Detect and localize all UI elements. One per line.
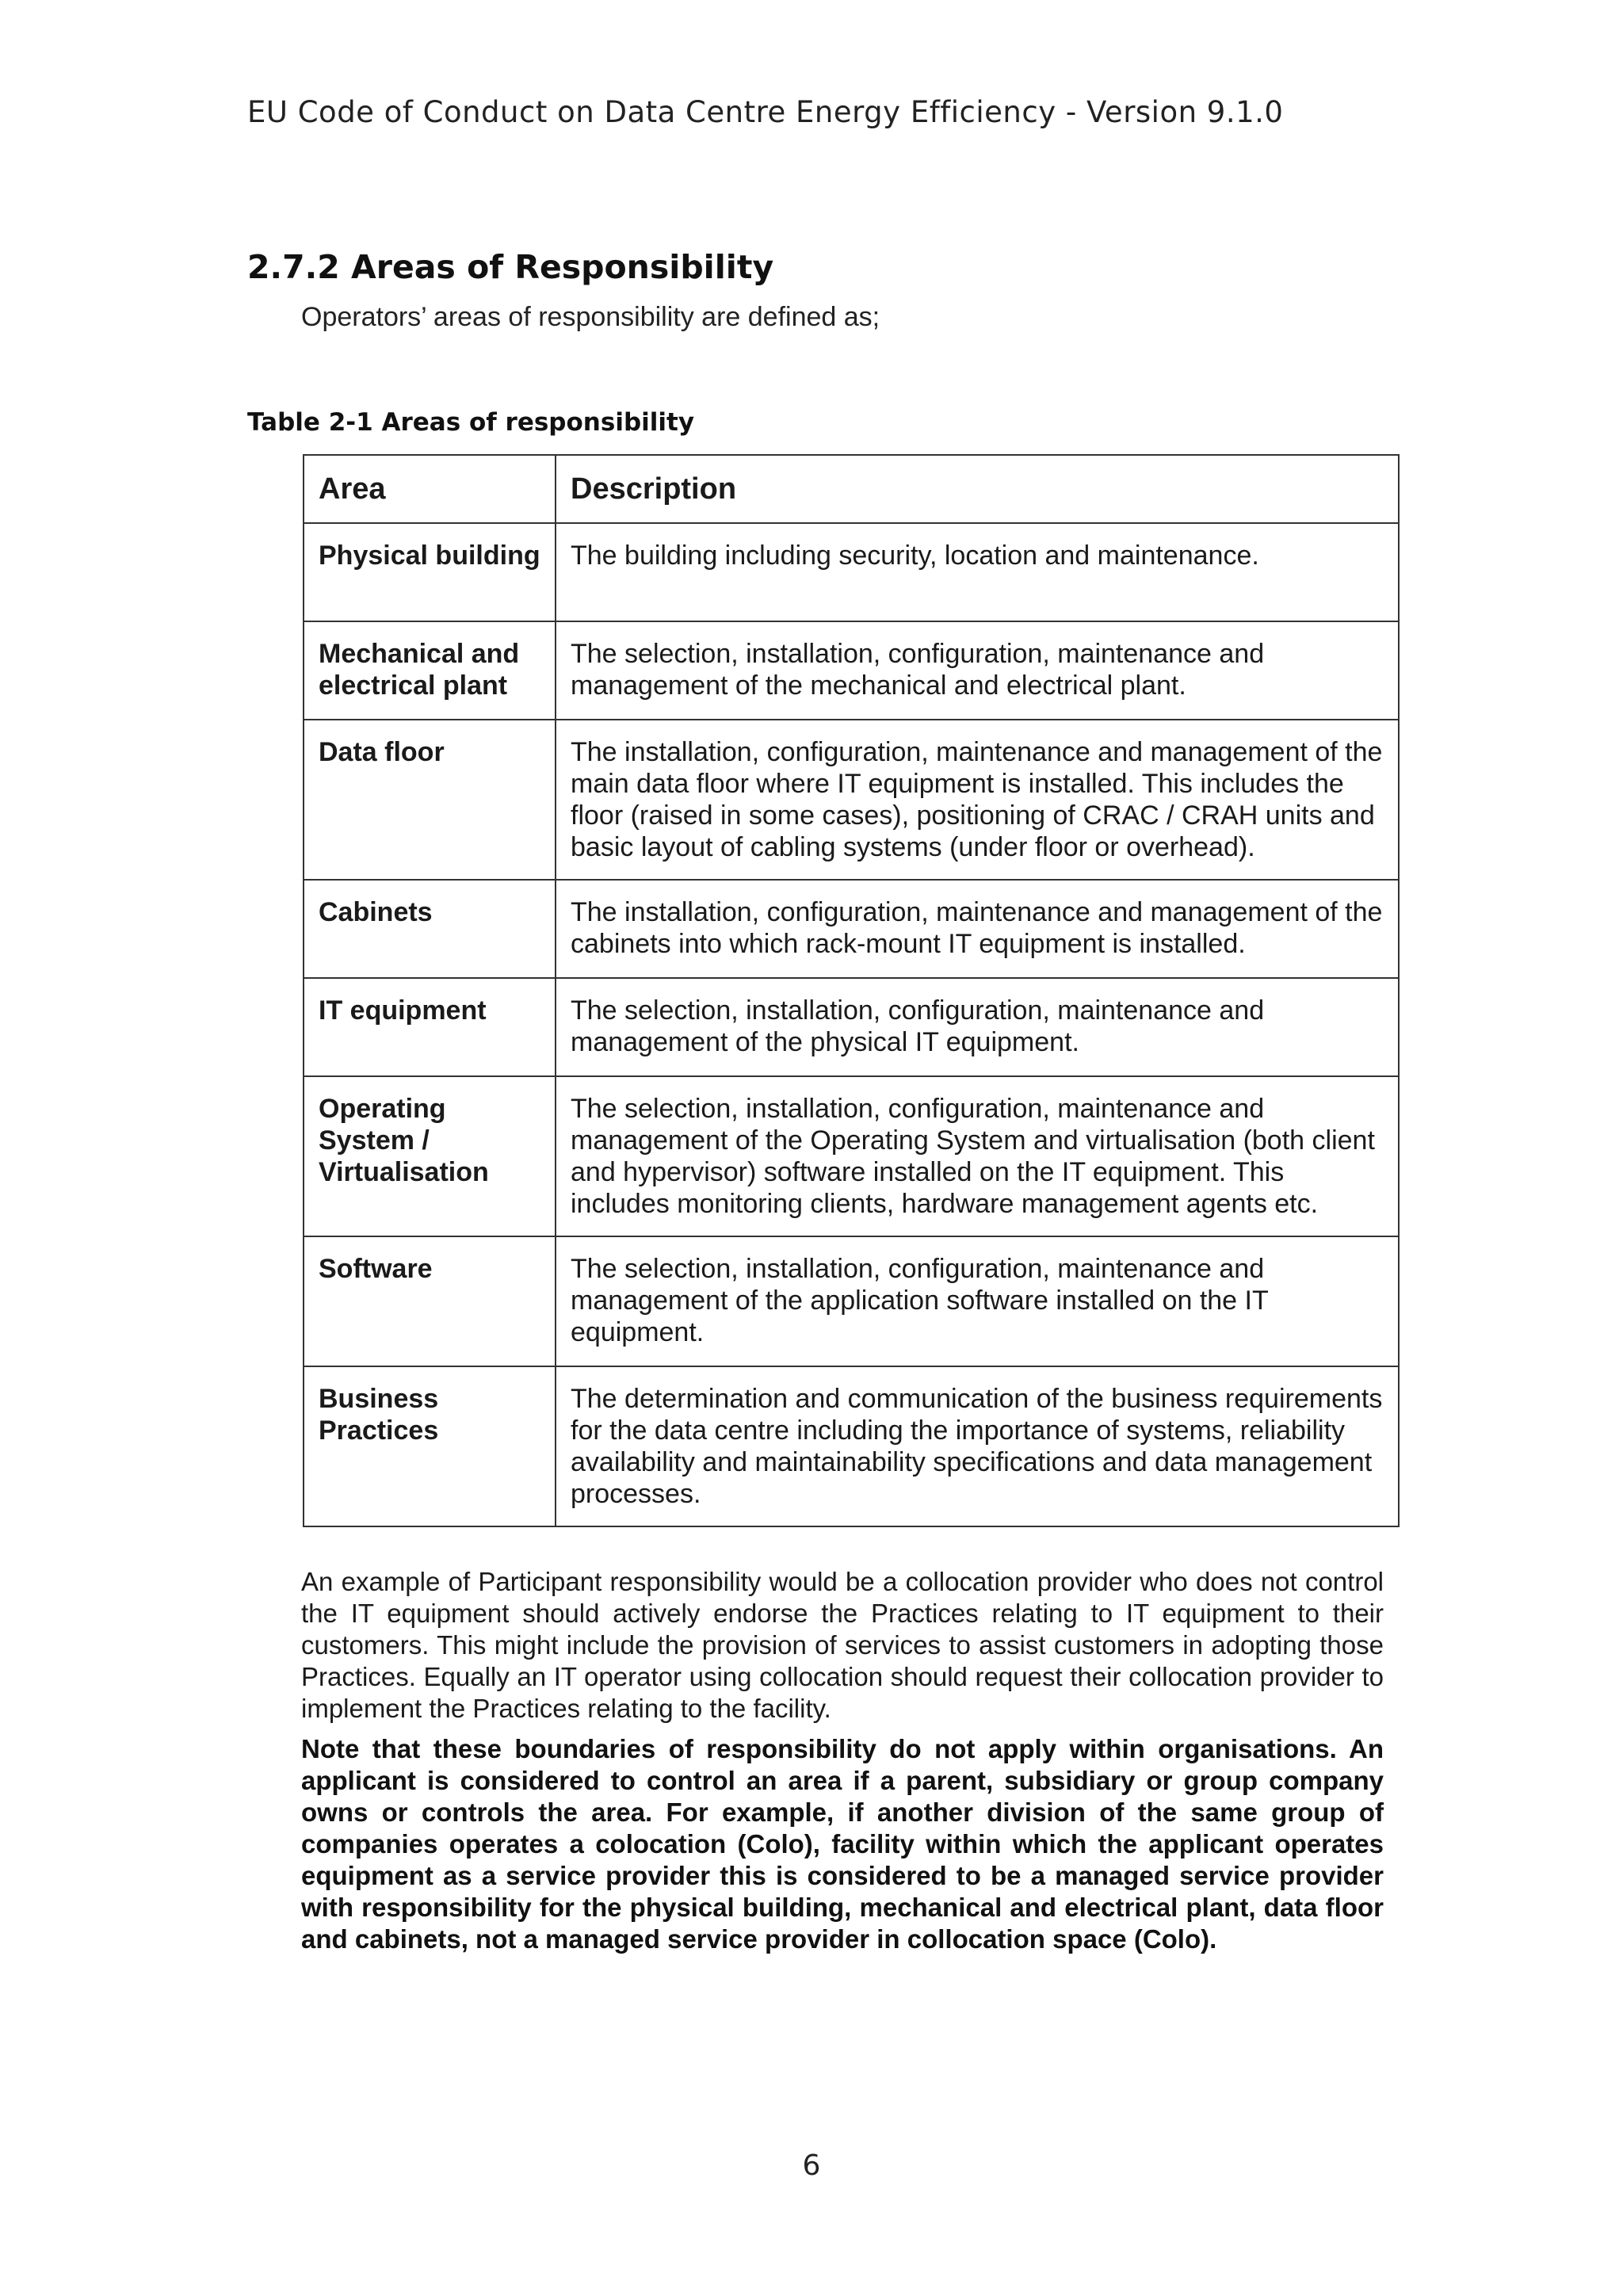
description-cell: The selection, installation, configuration, maintenance and management of the application software installed on the IT equipment.: [556, 1236, 1399, 1366]
description-cell: The determination and communication of the business requirements for the data centre including the importance of systems, reliability availability and maintainability specifications and data management processes.: [556, 1366, 1399, 1526]
column-header-description: Description: [556, 455, 1399, 523]
area-cell: Mechanical and electrical plant: [304, 621, 556, 720]
area-cell: Physical building: [304, 523, 556, 621]
area-cell: Business Practices: [304, 1366, 556, 1526]
area-cell: Data floor: [304, 720, 556, 880]
table-caption: Table 2-1 Areas of responsibility: [247, 408, 695, 437]
description-cell: The selection, installation, configuration, maintenance and management of the physical IT equipment.: [556, 978, 1399, 1076]
description-cell: The installation, configuration, maintenance and management of the cabinets into which rack-mount IT equipment is installed.: [556, 880, 1399, 978]
boundaries-note-paragraph: Note that these boundaries of responsibility do not apply within organisations. An applicant is considered to control an area if a parent, subsidiary or group company owns or controls the area. For example, if another division of the same group of companies operates a colocation (Colo), facility within which the applicant operates equipment as a service provider this is considered to be a managed service provider with responsibility for the physical building, mechanical and electrical plant, data floor and cabinets, not a managed service provider in collocation space (Colo).: [301, 1734, 1384, 1954]
table-row: [304, 978, 1399, 1076]
description-cell: The installation, configuration, maintenance and management of the main data floor where IT equipment is installed. This includes the floor (raised in some cases), positioning of CRAC / CRAH units and basic layout of cabling systems (under floor or overhead).: [556, 720, 1399, 880]
table-row: [304, 1076, 1399, 1236]
section-heading: 2.7.2 Areas of Responsibility: [247, 248, 774, 286]
column-header-area: Area: [304, 455, 556, 523]
area-cell: Operating System / Virtualisation: [304, 1076, 556, 1236]
description-cell: The selection, installation, configuration, maintenance and management of the mechanical and electrical plant.: [556, 621, 1399, 720]
area-cell: IT equipment: [304, 978, 556, 1076]
table-row: [304, 1236, 1399, 1366]
table-row: [304, 880, 1399, 978]
description-cell: The building including security, location and maintenance.: [556, 523, 1399, 621]
table-row: [304, 1366, 1399, 1526]
responsibility-table: [303, 454, 1400, 1527]
section-intro: Operators’ areas of responsibility are defined as;: [301, 302, 880, 332]
page-number: 6: [802, 2149, 821, 2182]
description-cell: The selection, installation, configuration, maintenance and management of the Operating System and virtualisation (both client and hypervisor) software installed on the IT equipment. This includes monitoring clients, hardware management agents etc.: [556, 1076, 1399, 1236]
running-header: EU Code of Conduct on Data Centre Energy Efficiency - Version 9.1.0: [247, 95, 1284, 129]
table-row: [304, 621, 1399, 720]
participant-example-paragraph: An example of Participant responsibility would be a collocation provider who does not control the IT equipment should actively endorse the Practices relating to IT equipment to their customers. This might include the provision of services to assist customers in adopting those Practices. Equally an IT operator using collocation should request their collocation provider to implement the Practices relating to the facility.: [301, 1567, 1384, 1723]
table-row: [304, 720, 1399, 880]
area-cell: Software: [304, 1236, 556, 1366]
table-header-row: [304, 455, 1399, 523]
area-cell: Cabinets: [304, 880, 556, 978]
table-row: [304, 523, 1399, 621]
